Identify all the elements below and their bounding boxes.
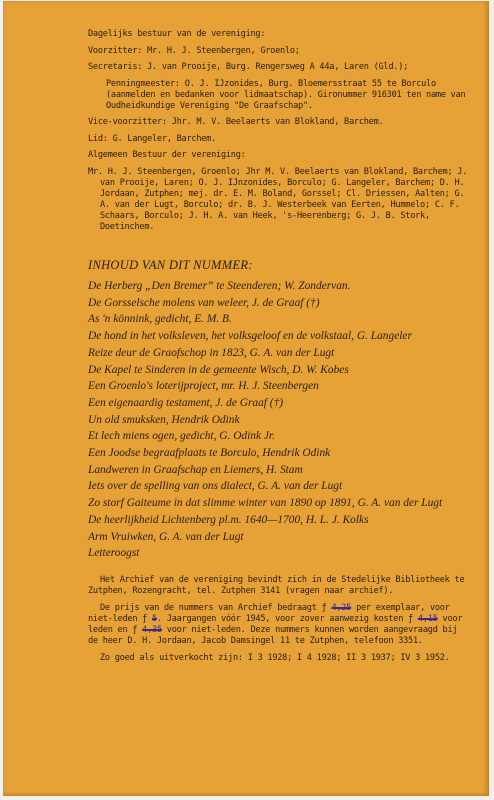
price-note [88, 603, 468, 647]
contents-item: Een eigenaardig testament, J. de Graaf (†) [88, 396, 284, 409]
secretary-line: Secretaris: J. van Prooije, Burg. Rengersweg A 44a, Laren (Gld.); [88, 62, 409, 72]
member-line: Lid: G. Langeler, Barchem. [88, 133, 217, 144]
contents-item: De hond in het volksleven, het volksgeloof en de volkstaal, G. Langeler [88, 330, 412, 343]
price-text-4: voor leden en ƒ [88, 614, 463, 635]
contents-heading: INHOUD VAN DIT NUMMER: [88, 258, 253, 272]
price-text-1: De prijs van de nummers van Archief bedraagt ƒ [100, 603, 332, 613]
footer-section [88, 575, 468, 670]
contents-item: De Kapel te Sinderen in de gemeente Wisch, D. W. Kobes [88, 363, 349, 376]
contents-item: Letteroogst [88, 547, 140, 560]
contents-item: As 'n könnink, gedicht, E. M. B. [88, 313, 232, 326]
vice-chairman-line: Vice-voorzitter: Jhr. M. V. Beelaerts van Blokland, Barchem. [88, 117, 384, 127]
contents-item: Un old smuksken, Hendrik Odink [88, 413, 240, 426]
contents-item: Iets over de spelling van ons dialect, G. A. van der Lugt [88, 480, 343, 493]
page [3, 1, 489, 796]
contents-item: Zo storf Gaiteume in dat slimme winter van 1890 op 1891, G. A. van der Lugt [88, 497, 443, 510]
contents-item: Een Joodse begraafplaats te Borculo, Hendrik Odink [88, 447, 331, 460]
contents-item: Een Groenlo's loterijproject, mr. H. J. Steenbergen [88, 380, 319, 393]
sold-out-note: Zo goed als uitverkocht zijn: I 3 1928; I 4 1928; II 3 1937; IV 3 1952. [100, 653, 450, 663]
general-board-members: Mr. H. J. Steenbergen, Groenlo; Jhr M. V. Beelaerts van Blokland, Barchem; J. van Prooije, Laren; O. J. IJnzonides, Borculo; G. Langeler, Barchem; D. H. Jordaan, Zutphen; mej. dr. E. M. Boland, Gorssel; Cl. Driessen, Aalten; G. A. van der Lugt, Borculo; dr. B. J. Westerbeek van Eerten, Hummelo; C. F. Schaars, Borculo; J. H. A. van Heek, 's-Heerenberg; G. J. B. Stork, Doetinchem. [88, 166, 468, 232]
struck-price: 4,25 [331, 603, 352, 613]
treasurer-line: Penningmeester: O. J. IJzonides, Burg. Bloemersstraat 55 te Borculo (aanmelden en bedanken voor lidmaatschap). Gironummer 916301 ten name van Oudheidkundige Vereniging "De Graafschap". [106, 78, 466, 111]
general-board-heading: Algemeen Bestuur der vereniging: [88, 150, 246, 160]
contents-item: Reize deur de Graofschop in 1823, G. A. van der Lugt [88, 346, 335, 359]
contents-item: De heerlijkheid Lichtenberg pl.m. 1640—1700, H. L. J. Kolks [88, 513, 369, 526]
struck-price: 4,15 [417, 614, 438, 624]
price-text-3: . Jaargangen vóór 1945, voor zover aanwezig kosten ƒ [156, 614, 418, 624]
chairman-line: Voorzitter: Mr. H. J. Steenbergen, Groenlo; [88, 45, 300, 56]
struck-price: 5 [152, 614, 157, 624]
board-section [88, 29, 468, 238]
contents-item: De Herberg „Den Bremer” te Steenderen; W. Zondervan. [88, 280, 351, 292]
board-heading: Dagelijks bestuur van de vereniging: [88, 29, 266, 39]
price-text-5: voor niet-leden. Deze nummers kunnen worden aangevraagd bij de heer D. H. Jordaan, Jacob Damsingel 11 te Zutphen, telefoon 3351. [88, 625, 458, 646]
archive-note: Het Archief van de vereniging bevindt zich in de Stedelijke Bibliotheek te Zutphen, Rozengracht, tel. Zutphen 3141 (vragen naar archief). [88, 575, 465, 596]
price-text-2: per exemplaar, voor niet-leden ƒ [88, 603, 450, 624]
contents-item: Et lech miens ogen, gedicht, G. Odink Jr. [88, 430, 275, 443]
contents-item: Arm Vruiwken, G. A. van der Lugt [88, 530, 244, 543]
contents-item: Landweren in Graafschap en Liemers, H. Stam [88, 463, 303, 476]
struck-price: 4,35 [142, 625, 162, 635]
contents-list [88, 278, 473, 562]
contents-item: De Gorsselsche molens van weleer, J. de Graaf (†) [88, 296, 320, 309]
